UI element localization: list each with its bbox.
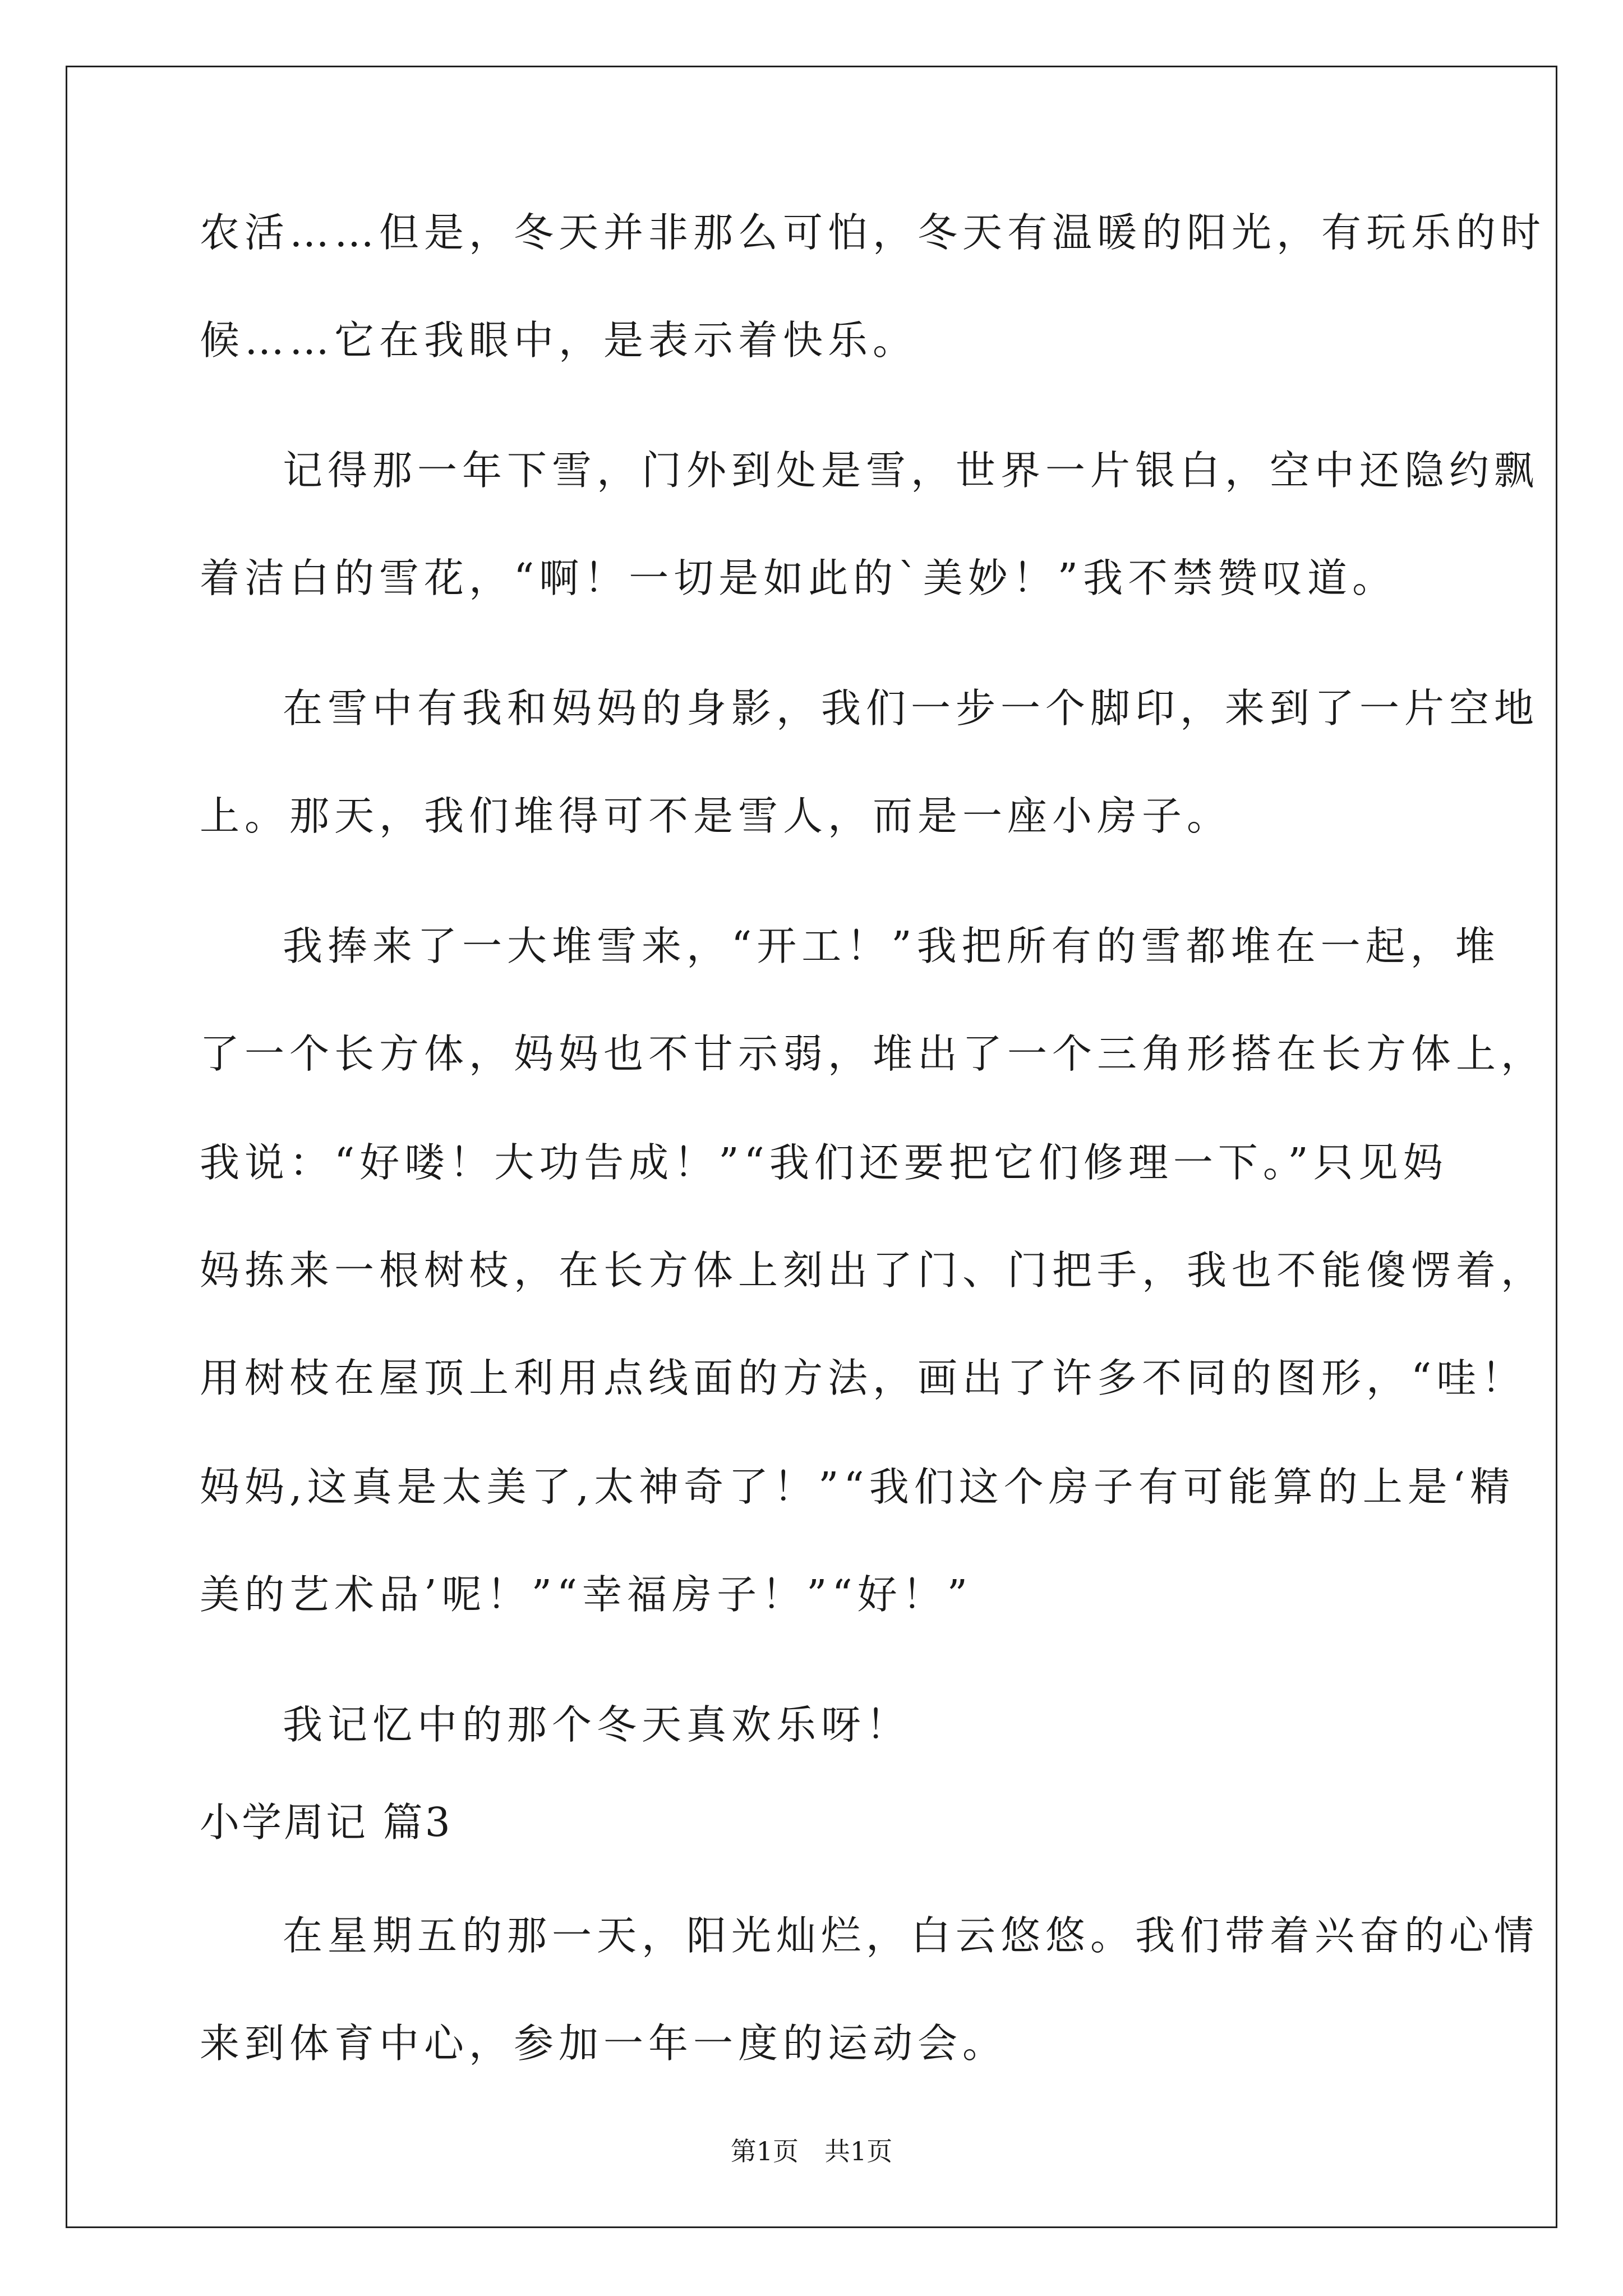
page-footer: 第1页 共1页 <box>730 2136 893 2166</box>
paragraph-line: 候……它在我眼中，是表示着快乐。 <box>200 317 918 364</box>
paragraph-line: 上。那天，我们堆得可不是雪人，而是一座小房子。 <box>200 793 1232 839</box>
section-heading: 小学周记 篇3 <box>200 1799 453 1846</box>
paragraph-line: 我记忆中的那个冬天真欢乐呀！ <box>283 1701 911 1748</box>
paragraph-line: 妈拣来一根树枝，在长方体上刻出了门、门把手，我也不能傻愣着， <box>200 1247 1546 1294</box>
paragraph-line: 在雪中有我和妈妈的身影，我们一步一个脚印，来到了一片空地 <box>283 685 1539 731</box>
paragraph-line: 农活……但是，冬天并非那么可怕，冬天有温暖的阳光，有玩乐的时 <box>200 209 1546 256</box>
paragraph-line: 我捧来了一大堆雪来，“开工！”我把所有的雪都堆在一起，堆 <box>283 923 1500 969</box>
paragraph-line: 妈妈,这真是太美了,太神奇了！”“我们这个房子有可能算的上是‘精 <box>200 1464 1515 1510</box>
paragraph-line: 用树枝在屋顶上利用点线面的方法，画出了许多不同的图形，“哇！ <box>200 1355 1527 1401</box>
paragraph-line: 美的艺术品’呢！”“幸福房子！”“好！” <box>200 1571 973 1618</box>
paragraph-line: 来到体育中心，参加一年一度的运动会。 <box>200 2020 1008 2067</box>
paragraph-line: 我说：“好喽！大功告成！”“我们还要把它们修理一下。”只见妈 <box>200 1139 1448 1186</box>
paragraph-line: 着洁白的雪花，“啊！一切是如此的`美妙！”我不禁赞叹道。 <box>200 555 1398 601</box>
paragraph-line: 了一个长方体，妈妈也不甘示弱，堆出了一个三角形搭在长方体上， <box>200 1030 1546 1077</box>
paragraph-line: 记得那一年下雪，门外到处是雪，世界一片银白，空中还隐约飘 <box>283 447 1539 494</box>
paragraph-line: 在星期五的那一天，阳光灿烂，白云悠悠。我们带着兴奋的心情 <box>283 1912 1539 1959</box>
